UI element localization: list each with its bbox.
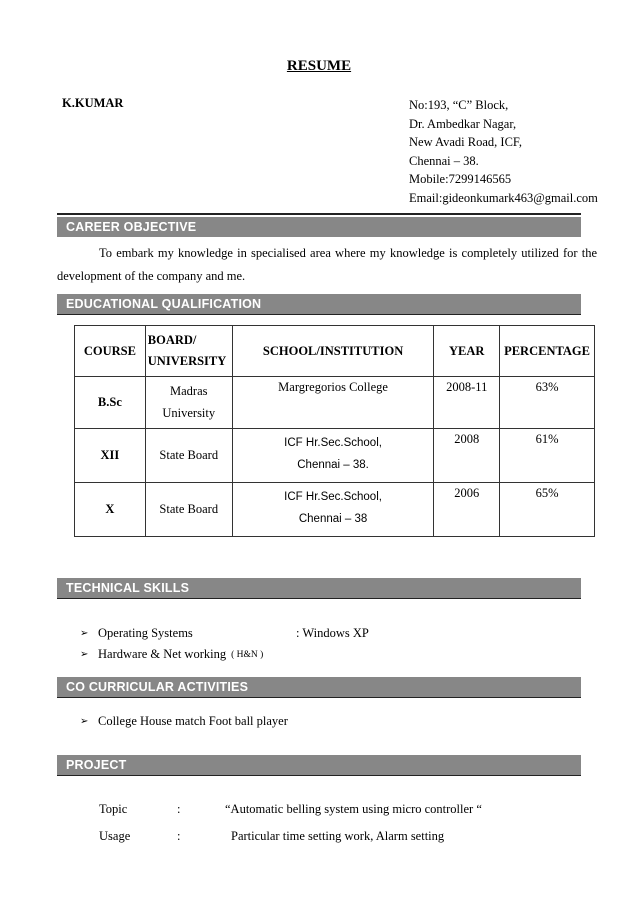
arrow-bullet-icon: ➢ bbox=[80, 628, 89, 639]
table-row bbox=[75, 429, 595, 483]
address-line: New Avadi Road, ICF, bbox=[409, 135, 522, 149]
section-rule bbox=[57, 697, 581, 698]
mobile-line: Mobile:7299146565 bbox=[409, 172, 512, 186]
separator: : bbox=[177, 829, 181, 843]
section-rule bbox=[57, 775, 581, 776]
project-details bbox=[99, 796, 482, 850]
education-table bbox=[74, 325, 595, 537]
table-row bbox=[75, 377, 595, 429]
col-year: YEAR bbox=[434, 326, 500, 377]
project-usage-row bbox=[99, 823, 482, 850]
section-rule bbox=[57, 314, 581, 315]
activities-list bbox=[80, 711, 288, 732]
skill-label: Hardware & Net working bbox=[98, 647, 227, 661]
section-technical-skills: TECHNICAL SKILLS bbox=[57, 578, 581, 598]
cell-course: X bbox=[75, 483, 146, 537]
cell-board: State Board bbox=[145, 483, 232, 537]
cell-year: 2006 bbox=[434, 483, 500, 537]
cell-percentage: 63% bbox=[500, 377, 595, 429]
section-education: EDUCATIONAL QUALIFICATION bbox=[57, 294, 581, 314]
list-item bbox=[80, 623, 369, 644]
skills-list bbox=[80, 623, 369, 665]
cell-percentage: 61% bbox=[500, 429, 595, 483]
col-board: BOARD/ UNIVERSITY bbox=[145, 326, 232, 377]
cell-course: XII bbox=[75, 429, 146, 483]
cell-school: Margregorios College bbox=[232, 377, 434, 429]
cell-board: Madras University bbox=[145, 377, 232, 429]
activity-text: College House match Foot ball player bbox=[98, 714, 288, 728]
list-item bbox=[80, 644, 369, 665]
list-item bbox=[80, 711, 288, 732]
project-topic-row bbox=[99, 796, 482, 823]
resume-title: RESUME bbox=[286, 58, 352, 74]
table-row bbox=[75, 483, 595, 537]
section-project: PROJECT bbox=[57, 755, 581, 775]
contact-address bbox=[409, 96, 598, 207]
objective-text: To embark my knowledge in specialised area where my knowledge is completely utilized for the development of the company and me. bbox=[57, 246, 597, 283]
topic-label: Topic bbox=[99, 802, 128, 816]
col-course: COURSE bbox=[75, 326, 146, 377]
address-line: No:193, “C” Block, bbox=[409, 98, 509, 112]
cell-board: State Board bbox=[145, 429, 232, 483]
separator: : bbox=[177, 802, 181, 816]
cell-year: 2008 bbox=[434, 429, 500, 483]
arrow-bullet-icon: ➢ bbox=[80, 649, 89, 660]
arrow-bullet-icon: ➢ bbox=[80, 716, 89, 727]
col-percentage: PERCENTAGE bbox=[500, 326, 595, 377]
skill-value: ( H&N ) bbox=[231, 649, 264, 660]
section-rule bbox=[57, 213, 581, 215]
cell-course: B.Sc bbox=[75, 377, 146, 429]
usage-value: Particular time setting work, Alarm setting bbox=[231, 829, 445, 843]
cell-percentage: 65% bbox=[500, 483, 595, 537]
col-school: SCHOOL/INSTITUTION bbox=[232, 326, 434, 377]
usage-label: Usage bbox=[99, 829, 131, 843]
skill-value: : Windows XP bbox=[296, 626, 369, 640]
section-co-curricular: CO CURRICULAR ACTIVITIES bbox=[57, 677, 581, 697]
cell-year: 2008-11 bbox=[434, 377, 500, 429]
cell-school: ICF Hr.Sec.School, Chennai – 38 bbox=[232, 483, 434, 537]
topic-value: “Automatic belling system using micro controller “ bbox=[225, 802, 482, 816]
cell-school: ICF Hr.Sec.School, Chennai – 38. bbox=[232, 429, 434, 483]
address-line: Chennai – 38. bbox=[409, 153, 479, 168]
address-line: Dr. Ambedkar Nagar, bbox=[409, 116, 517, 131]
skill-label: Operating Systems bbox=[98, 626, 193, 640]
email-line: Email:gideonkumark463@gmail.com bbox=[409, 190, 598, 205]
section-rule bbox=[57, 598, 581, 599]
section-career-objective: CAREER OBJECTIVE bbox=[57, 217, 581, 237]
table-header-row bbox=[75, 326, 595, 377]
candidate-name: K.KUMAR bbox=[62, 96, 124, 110]
